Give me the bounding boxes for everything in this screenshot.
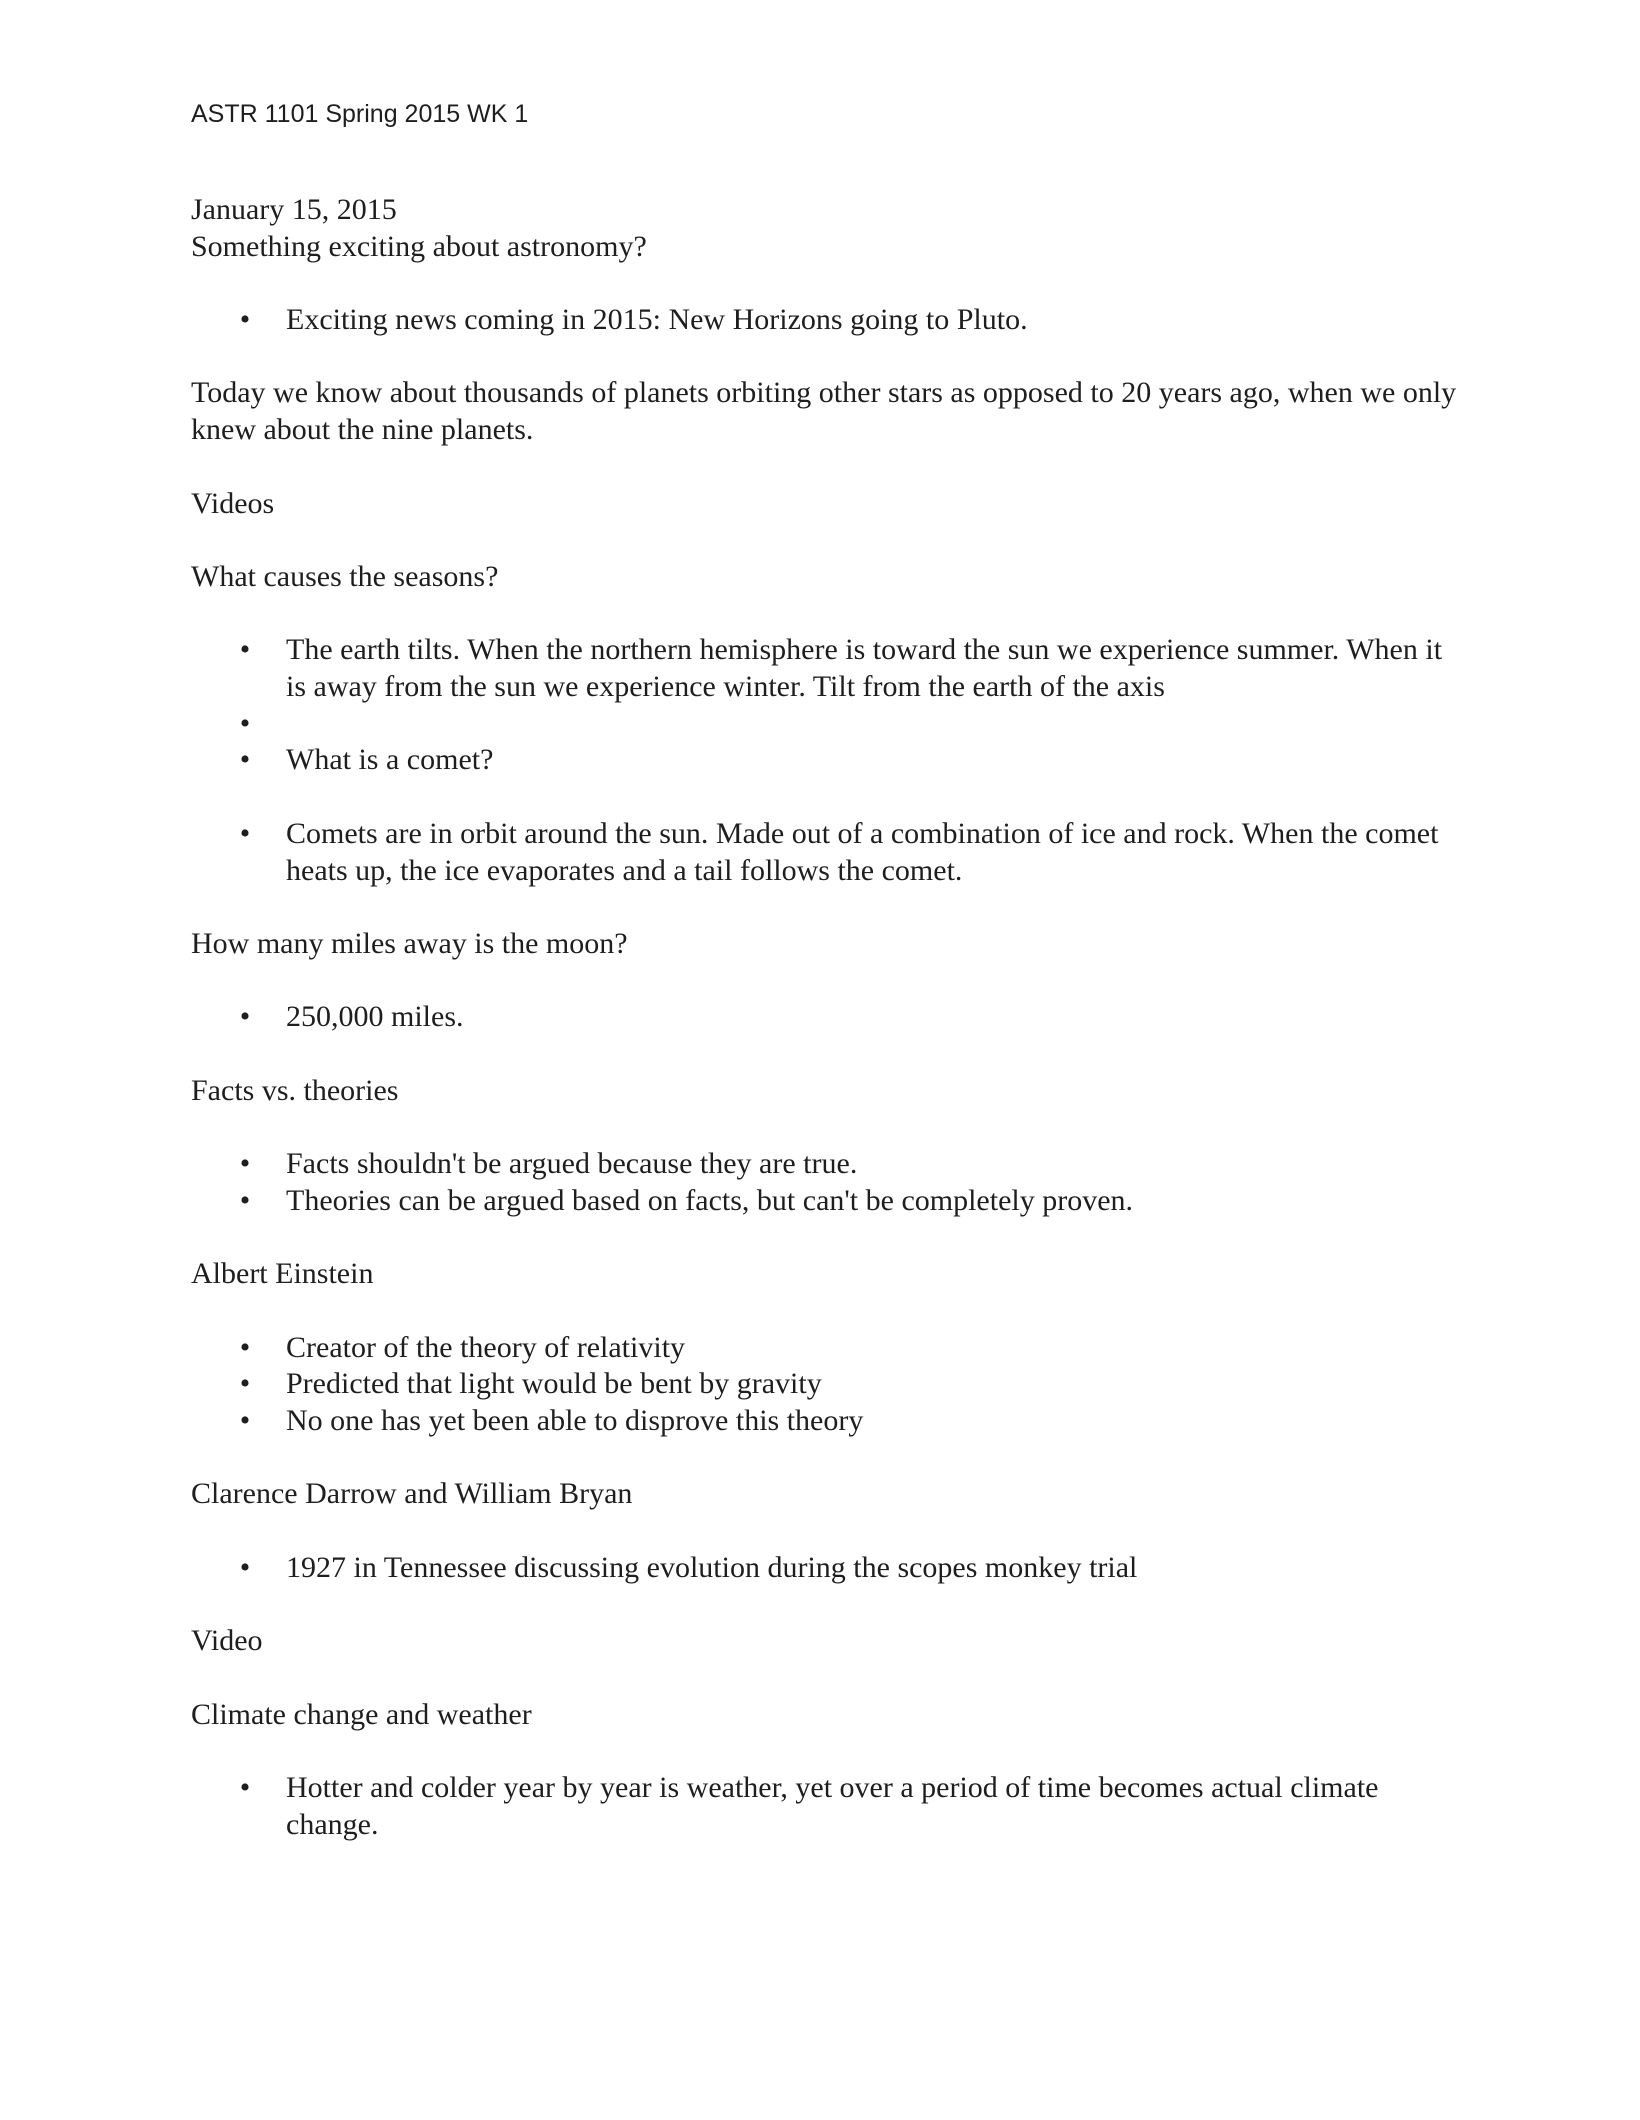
intro-question: Something exciting about astronomy? [191,229,647,263]
einstein-list [191,1330,1461,1440]
bullet-icon: • [239,1330,251,1364]
list-item-text: Creator of the theory of relativity [286,1330,686,1364]
bullet-icon: • [239,1367,251,1401]
bullet-icon: • [239,1404,251,1437]
darrow-heading: Clarence Darrow and William Bryan [191,1477,633,1511]
darrow-list [191,1550,1461,1587]
list-item [191,999,1461,1036]
notes-body [191,192,1461,1843]
list-item [191,1330,1461,1367]
list-item-text: Predicted that light would be bent by gravity [286,1367,822,1401]
list-item [191,816,1461,889]
bullet-icon: • [239,633,251,667]
bullet-icon: • [239,1000,251,1034]
list-item [191,742,1461,779]
list-item [191,1146,1461,1183]
list-item-text: 1927 in Tennessee discussing evolution during the scopes monkey trial [286,1550,1138,1584]
list-item-text: Theories can be argued based on facts, but can't be completely proven. [286,1183,1134,1217]
list-item-text: 250,000 miles. [286,1000,464,1034]
list-item [191,1183,1461,1220]
climate-list [191,1770,1461,1843]
list-item-text: Exciting news coming in 2015: New Horizons going to Pluto. [286,303,1028,337]
bullet-icon: • [239,1183,251,1217]
bullet-icon: • [239,743,251,777]
list-item [191,1550,1461,1587]
seasons-list [191,632,1461,889]
list-item [191,1366,1461,1403]
planets-paragraph: Today we know about thousands of planets orbiting other stars as opposed to 20 years ago, when we only knew about the nine planets. [191,376,1457,447]
videos-heading: Videos [191,486,275,520]
notes-date: January 15, 2015 [191,193,397,226]
list-item [191,1403,1461,1440]
list-item-text: Comets are in orbit around the sun. Made out of a combination of ice and rock. When the comet heats up, the ice evaporates and a tail follows the comet. [286,816,1439,887]
moon-question: How many miles away is the moon? [191,926,628,960]
bullet-icon: • [239,303,251,337]
climate-heading: Climate change and weather [191,1697,532,1731]
list-item [191,1770,1461,1843]
intro-list [191,302,1461,339]
bullet-icon: • [239,1770,251,1804]
list-item [191,632,1461,705]
list-item-text: No one has yet been able to disprove this theory [286,1404,864,1437]
list-item [191,302,1461,339]
bullet-icon: • [239,816,251,850]
bullet-icon: • [239,706,251,740]
video-heading: Video [191,1624,263,1658]
bullet-icon: • [239,1147,251,1181]
einstein-heading: Albert Einstein [191,1257,374,1291]
facts-list [191,1146,1461,1219]
page-header: ASTR 1101 Spring 2015 WK 1 [191,100,529,128]
moon-list [191,999,1461,1036]
list-item [191,706,1461,743]
list-item-text: What is a comet? [286,743,494,777]
facts-heading: Facts vs. theories [191,1073,399,1107]
seasons-question: What causes the seasons? [191,559,499,593]
list-item-text: Hotter and colder year by year is weather, yet over a period of time becomes actual climate change. [286,1770,1379,1841]
bullet-icon: • [239,1550,251,1584]
list-item-text: The earth tilts. When the northern hemisphere is toward the sun we experience summer. When it is away from the sun we experience winter. Tilt from the earth of the axis [286,633,1443,704]
list-item-text: Facts shouldn't be argued because they are true. [286,1147,858,1181]
